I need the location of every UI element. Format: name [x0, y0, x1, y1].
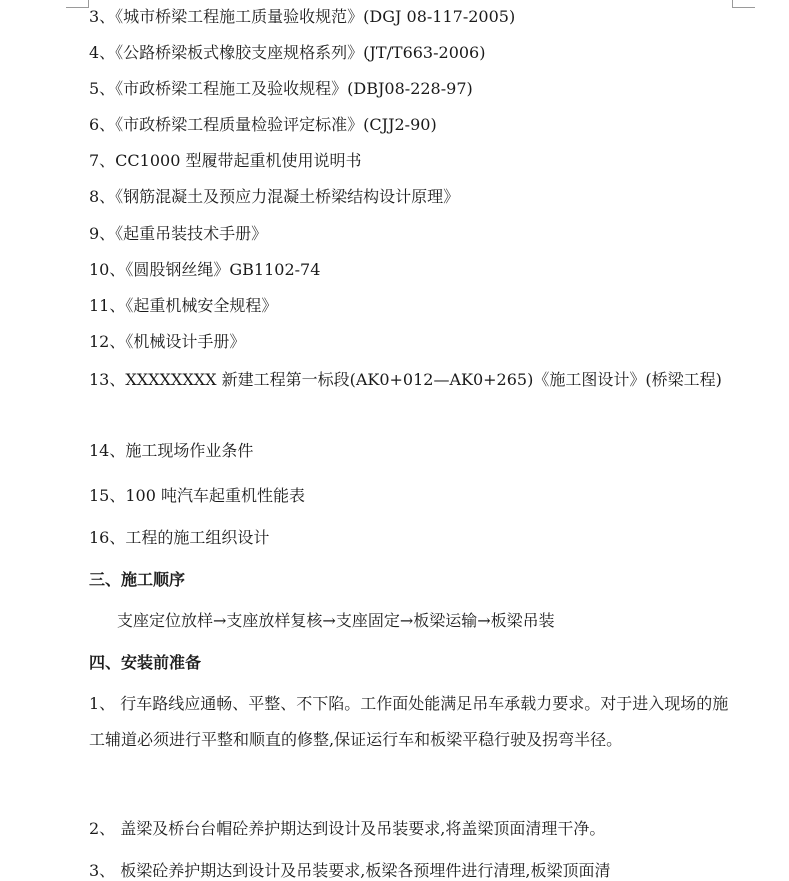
reference-item: 14、施工现场作业条件: [89, 441, 254, 460]
page-corner-mark-left: [66, 0, 89, 8]
reference-item: 11、《起重机械安全规程》: [89, 296, 278, 315]
page-corner-mark-right: [732, 0, 755, 8]
section-heading-preparation: 四、安装前准备: [89, 653, 202, 672]
construction-sequence-text: 支座定位放样→支座放样复核→支座固定→板梁运输→板梁吊装: [117, 611, 555, 630]
preparation-item: 1、 行车路线应通畅、平整、不下陷。工作面处能满足吊车承载力要求。对于进入现场的施工辅道必须进行平整和顺直的修整,保证运行车和板梁平稳行驶及拐弯半径。: [89, 694, 729, 749]
reference-item: 8、《钢筋混凝土及预应力混凝土桥梁结构设计原理》: [89, 187, 460, 206]
reference-item: 15、100 吨汽车起重机性能表: [89, 486, 305, 505]
preparation-item: 3、 板梁砼养护期达到设计及吊装要求,板梁各预埋件进行清理,板梁顶面清: [89, 861, 611, 880]
reference-item: 7、CC1000 型履带起重机使用说明书: [89, 151, 362, 170]
preparation-item: 2、 盖梁及桥台台帽砼养护期达到设计及吊装要求,将盖梁顶面清理干净。: [89, 819, 606, 838]
reference-item: 10、《圆股钢丝绳》GB1102-74: [89, 260, 321, 279]
reference-item: 4、《公路桥梁板式橡胶支座规格系列》(JT/T663-2006): [89, 43, 486, 62]
reference-item: 3、《城市桥梁工程施工质量验收规范》(DGJ 08-117-2005): [89, 7, 516, 26]
reference-item: 12、《机械设计手册》: [89, 332, 246, 351]
reference-item: 16、工程的施工组织设计: [89, 528, 270, 547]
reference-item: 5、《市政桥梁工程施工及验收规程》(DBJ08-228-97): [89, 79, 473, 98]
reference-item: 13、XXXXXXXX 新建工程第一标段(AK0+012—AK0+265)《施工图设计》(桥梁工程): [89, 370, 722, 389]
reference-item: 6、《市政桥梁工程质量检验评定标准》(CJJ2-90): [89, 115, 437, 134]
reference-item: 9、《起重吊装技术手册》: [89, 224, 268, 243]
section-heading-construction-sequence: 三、施工顺序: [89, 570, 186, 589]
